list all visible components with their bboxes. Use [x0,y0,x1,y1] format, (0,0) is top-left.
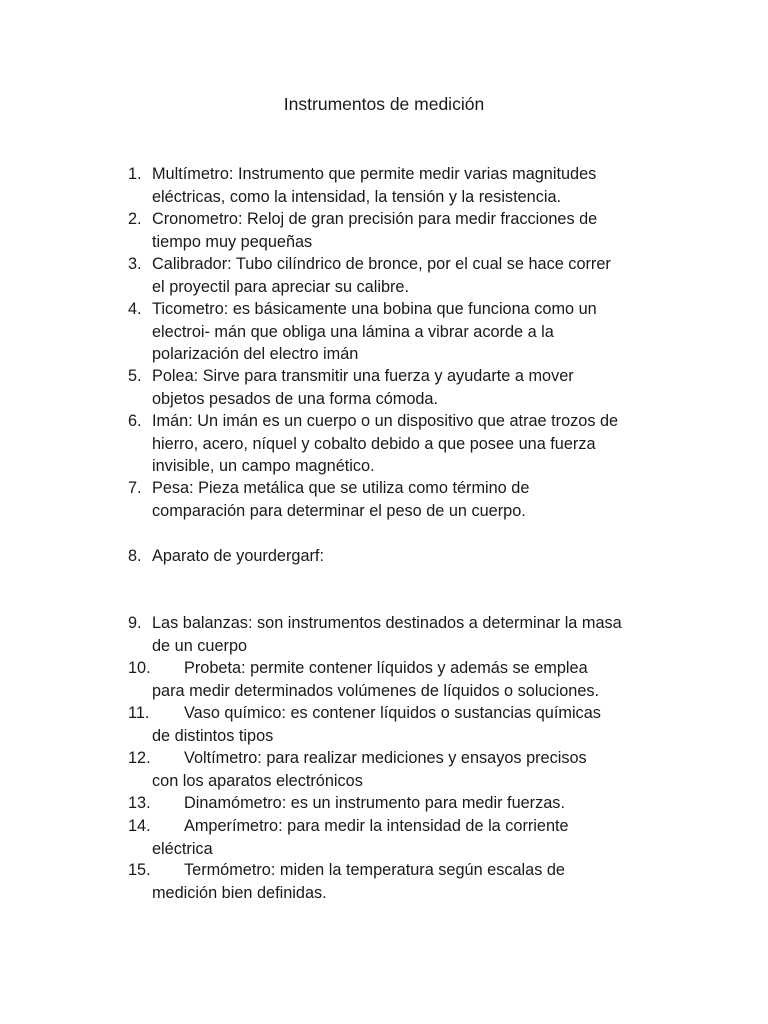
item-number: 10. [128,659,151,677]
item-text: medición bien definidas. [152,883,327,902]
item-text: Calibrador: Tubo cilíndrico de bronce, por el cual se hace correr [152,255,611,273]
list-item-1 [128,163,668,208]
item-number: 9. [128,614,142,632]
item-text: Amperímetro: para medir la intensidad de la corriente [184,817,569,835]
item-number: 5. [128,367,142,385]
list-item-7 [128,477,668,522]
item-text: Pesa: Pieza metálica que se utiliza como término de [152,479,530,497]
item-text: objetos pesados de una forma cómoda. [152,389,439,408]
item-text: comparación para determinar el peso de un cuerpo. [152,501,526,520]
item-number: 2. [128,210,142,228]
list-item-3 [128,253,668,298]
item-text: eléctrica [152,839,213,858]
item-text: Cronometro: Reloj de gran precisión para medir fracciones de [152,210,598,228]
item-text: Polea: Sirve para transmitir una fuerza y ayudarte a mover [152,367,574,385]
list-item-11 [128,702,668,747]
item-number: 8. [128,547,142,565]
item-text: Vaso químico: es contener líquidos o sustancias químicas [184,704,601,722]
list-item-15 [128,859,668,904]
item-text: Las balanzas: son instrumentos destinados a determinar la masa [152,614,622,632]
item-number: 13. [128,794,151,812]
item-text: de un cuerpo [152,636,248,655]
item-text: polarización del electro imán [152,345,359,363]
list-item-4 [128,298,668,366]
item-number: 6. [128,412,142,430]
item-number: 1. [128,165,142,183]
item-text: hierro, acero, níquel y cobalto debido a que posee una fuerza [152,434,596,453]
item-number: 11. [128,704,150,722]
item-text: eléctricas, como la intensidad, la tensión y la resistencia. [152,187,562,206]
item-text: tiempo muy pequeñas [152,232,313,251]
list-item-10 [128,657,668,702]
list-item-8 [128,545,668,568]
item-text: para medir determinados volúmenes de líquidos o soluciones. [152,681,600,700]
item-text: Dinamómetro: es un instrumento para medir fuerzas. [184,794,565,812]
item-text: Probeta: permite contener líquidos y además se emplea [184,659,588,677]
item-text: Voltímetro: para realizar mediciones y ensayos precisos [184,749,587,767]
item-number: 12. [128,749,151,767]
item-number: 3. [128,255,142,273]
item-text: de distintos tipos [152,726,274,745]
item-text: electroi- mán que obliga una lámina a vibrar acorde a la [152,322,554,341]
item-number: 14. [128,817,151,835]
document-title: Instrumentos de medición [283,94,485,114]
item-text: Imán: Un imán es un cuerpo o un dispositivo que atrae trozos de [152,412,619,430]
list-item-9 [128,612,668,657]
item-text: Ticometro: es básicamente una bobina que funciona como un [152,300,597,318]
item-text: invisible, un campo magnético. [152,457,375,475]
item-text: el proyectil para apreciar su calibre. [152,277,410,296]
list-item-12 [128,747,668,792]
list-item-6 [128,410,668,478]
list-item-13 [128,792,668,815]
item-text: con los aparatos electrónicos [152,771,363,790]
list-item-2 [128,208,668,253]
list-item-5 [128,365,668,410]
item-text: Termómetro: miden la temperatura según escalas de [184,861,565,879]
item-text: Multímetro: Instrumento que permite medir varias magnitudes [152,165,597,183]
list-item-14 [128,815,668,860]
item-text: Aparato de yourdergarf: [152,547,324,565]
item-number: 15. [128,861,151,879]
item-number: 4. [128,300,142,318]
item-number: 7. [128,479,142,497]
